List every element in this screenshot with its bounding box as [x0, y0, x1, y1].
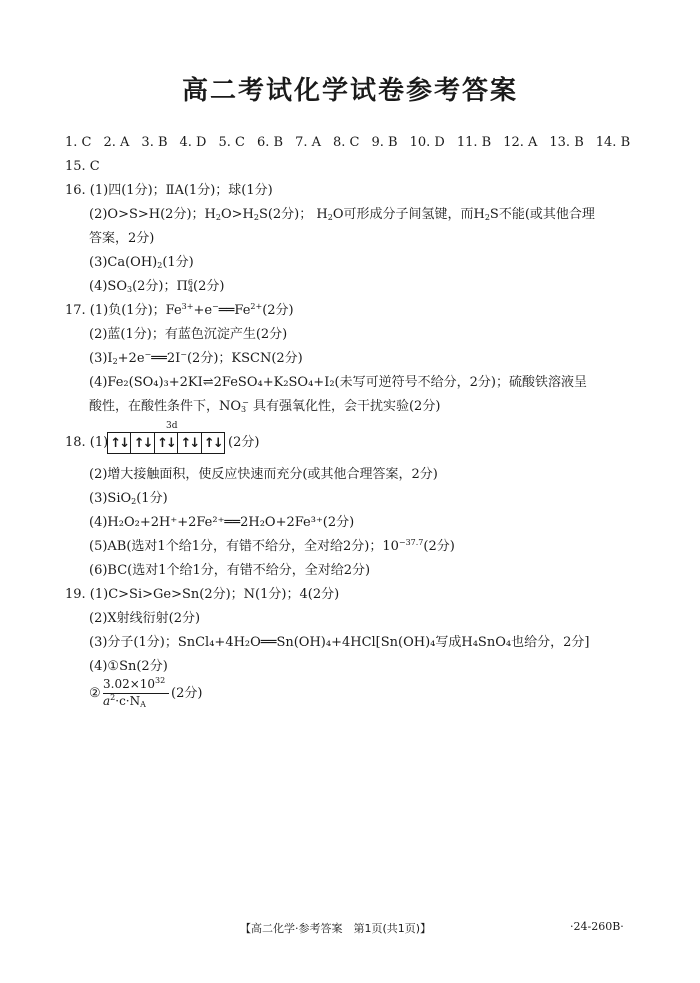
answer-item: 13. B: [549, 135, 584, 150]
answer-item: 14. B: [595, 135, 631, 150]
q18-part5: (5)AB(选对1个给1分，有错不给分，全对给2分)；$10^{-37.7}(2$分): [89, 538, 455, 554]
answer-item: 9. B: [371, 135, 398, 150]
q18-part4: (4)H₂O₂+2H⁺+2Fe²⁺══2H₂O+2Fe³⁺(2分): [89, 515, 355, 530]
answer-item: 8. C: [333, 135, 360, 150]
q18-part1-score: (2分): [228, 435, 260, 450]
answer-item: 2. A: [103, 135, 130, 150]
answer-item: 11. B: [456, 135, 492, 150]
q16-part2-cont: 答案，2分): [89, 231, 155, 246]
orbital-box: ↑↓: [131, 433, 154, 453]
q19-part5-score: (2分): [171, 686, 203, 701]
q17-part1: 17. (1)负(1分)；$Fe^{3+}+e^-══Fe^{2+}(2$分): [65, 302, 294, 318]
page-title: 高二考试化学试卷参考答案: [181, 76, 518, 106]
q17-part4: (4)Fe₂(SO₄)₃+2KI⇌2FeSO₄+K₂SO₄+I₂(未写可逆符号不给分，2分)；硫酸铁溶液呈: [89, 375, 587, 390]
answer-item: 10. D: [409, 135, 445, 150]
answer-item: 7. A: [295, 135, 321, 150]
page-footer: 【高二化学·参考答案 第1页(共1页)】: [240, 922, 432, 935]
q19-part2: (2)X射线衍射(2分): [89, 611, 201, 626]
q16-part2: (2)O>S>H(2分)；$H_2O>H_2S(2$分)； $H_2O$可形成分子间氢键，而$H_2S$不能(或其他合理: [89, 207, 595, 222]
answer-item: 4. D: [179, 135, 207, 150]
answer-item: 1. C: [65, 135, 92, 150]
q19-part1: 19. (1)C>Si>Ge>Sn(2分)；N(1分)；4(2分): [65, 587, 340, 602]
orbital-label: 3d: [166, 421, 178, 431]
answer-item: 5. C: [218, 135, 245, 150]
orbital-box: ↑↓: [203, 435, 222, 451]
q18-part6: (6)BC(选对1个给1分，有错不给分，全对给2分): [89, 563, 371, 578]
choice-answers-row2: 15. C: [65, 159, 100, 174]
q18-part3: (3)SiO$_2$(1分): [89, 491, 168, 506]
q17-part2: (2)蓝(1分)；有蓝色沉淀产生(2分): [89, 327, 288, 342]
q19-part3: (3)分子(1分)；SnCl₄+4H₂O══Sn(OH)₄+4HCl[Sn(OH)₄写成H₄SnO₄也给分，2分]: [89, 635, 590, 650]
answer-item: 3. B: [141, 135, 168, 150]
q19-part5-label: ②: [89, 686, 101, 701]
answer-item: 12. A: [503, 135, 538, 150]
q18-part1-label: 18. (1): [65, 435, 109, 450]
fraction-denominator: $a^2\cdot c\cdot N_A$: [103, 693, 146, 709]
choice-answers-row1: [65, 134, 642, 152]
answer-item: 6. B: [256, 135, 284, 150]
footer-code: ·24-260B·: [570, 920, 624, 933]
q18-part2: (2)增大接触面积，使反应快速而充分(或其他合理答案，2分): [89, 467, 438, 482]
q19-part4: (4)①Sn(2分): [89, 659, 168, 674]
orbital-box: ↑↓: [178, 433, 201, 453]
orbital-diagram: [107, 432, 225, 454]
q16-part1: 16. (1)四(1分)；ⅡA(1分)；球(1分): [65, 183, 273, 198]
q17-part4-cont: 酸性，在酸性条件下，$NO_3^-$ 具有强氧化性，会干扰实验(2分): [89, 398, 441, 414]
orbital-box: ↑↓: [155, 433, 178, 453]
fraction-numerator: $3.02\times 10^{32}$: [103, 676, 166, 691]
q16-part4: $(4)SO_3(2$分)；$\Pi^6_4(2$分): [89, 278, 225, 294]
orbital-box: ↑↓: [108, 433, 131, 453]
q16-part3: $(3)Ca(OH)_2(1$分): [89, 255, 194, 270]
q17-part3: $(3)I_2+2e^-══2I^-(2$分)；KSCN(2分): [89, 350, 303, 366]
